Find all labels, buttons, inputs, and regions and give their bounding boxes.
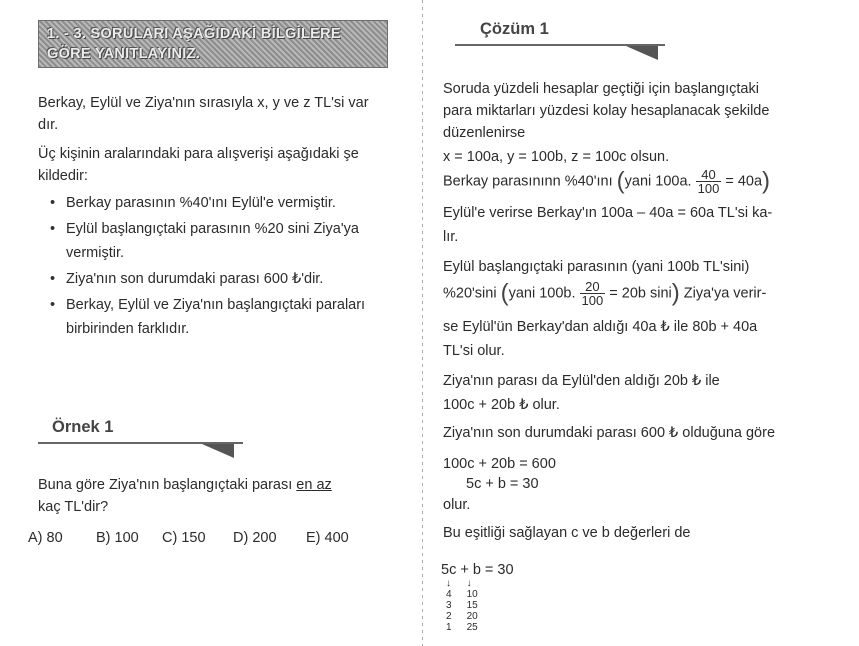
solution-title: Çözüm 1 [480,20,549,38]
table-cell-c: 1 [446,622,452,633]
table-cell-c: ↓ [446,578,451,589]
choice-b[interactable]: B) 100 [96,530,139,546]
equation-1: 100c + 20b = 600 [443,456,556,472]
choice-a[interactable]: A) 80 [28,530,63,546]
intro-line-2: dır. [38,117,59,133]
sol-olur: olur. [443,497,471,513]
sol-p3-line-3: se Eylül'ün Berkay'dan aldığı 40a ₺ ile 80b + 40a [443,319,758,335]
numerator: 20 [580,280,606,294]
intro-line-1: Berkay, Eylül ve Ziya'nın sırasıyla x, y ve z TL'si var [38,95,369,111]
example-title: Örnek 1 [52,418,114,436]
bullet-item: • Ziya'nın son durumdaki parası 600 ₺'dir. [50,267,400,291]
paren-close: ) [762,167,771,195]
question-line-2: kaç TL'dir? [38,499,109,515]
choice-c[interactable]: C) 150 [162,530,206,546]
sol-p2-text: Berkay parasınınn %40'ını [443,173,613,190]
question-line-1 [38,474,408,496]
question-text: Buna göre Ziya'nın başlangıçtaki parası [38,477,297,493]
table-cell-c: 4 [446,589,452,600]
equation-3: 5c + b = 30 [441,562,514,578]
table-row [443,589,490,600]
sol-p3-yani: yani 100b. [508,285,576,302]
choice-d[interactable]: D) 200 [233,530,277,546]
denominator: 100 [697,181,720,196]
solution-flag-icon [626,46,658,60]
example-flag-icon [202,444,234,458]
sol-p3-text: %20'sini [443,285,497,302]
sol-p1-line-1: Soruda yüzdeli hesaplar geçtiği için başlangıçtaki [443,81,759,97]
value-table [443,578,490,633]
numerator: 40 [696,168,722,182]
sol-p1-line-4: x = 100a, y = 100b, z = 100c olsun. [443,149,670,165]
table-cell-b: 10 [466,589,478,600]
bullet-item: • Eylül başlangıçtaki parasının %20 sini Ziya'ya vermiştir. [50,217,400,265]
info-bullet-list [50,191,400,341]
sol-p1-line-2: para miktarları yüzdesi kolay hesaplanacak şekilde [443,103,770,119]
intro-line-4: kildedir: [38,168,88,184]
table-cell-c: 3 [446,600,452,611]
table-row [443,622,490,633]
choice-e[interactable]: E) 400 [306,530,349,546]
sol-p6: Bu eşitliği sağlayan c ve b değerleri de [443,525,691,541]
table-row [443,611,490,622]
intro-line-3: Üç kişinin aralarındaki para alışverişi aşağıdaki şe [38,146,359,162]
sol-p2-yani: yani 100a. [624,173,692,190]
table-cell-b: 20 [466,611,478,622]
sol-p2-line-1 [443,168,835,195]
sol-p4-line-2: 100c + 20b ₺ olur. [443,397,560,413]
bullet-item: • Berkay parasının %40'ını Eylül'e vermiştir. [50,191,400,215]
table-cell-c: 2 [446,611,452,622]
paren-close: ) [671,279,680,307]
table-row [443,600,490,611]
sol-p2-line-2: Eylül'e verirse Berkay'ın 100a – 40a = 60a TL'si ka- [443,205,773,221]
sol-p1-line-3: düzenlenirse [443,125,526,141]
section-banner: 1. - 3. SORULARI AŞAĞIDAKİ BİLGİLERE GÖRE YANITLAYINIZ. [38,20,388,68]
denominator: 100 [581,293,604,308]
sol-p3-line-4: TL'si olur. [443,343,505,359]
paren-open: ( [500,279,509,307]
fraction-40-100 [696,168,722,195]
column-divider [422,0,423,646]
fraction-20-100 [580,280,606,307]
sol-p2-line-3: lır. [443,229,459,245]
sol-p2-result: = 40a [725,173,763,190]
sol-p4-line-1: Ziya'nın parası da Eylül'den aldığı 20b ₺ ile [443,373,720,389]
question-underlined: en az [296,477,332,493]
sol-p3-line-2 [443,280,835,307]
bullet-item: • Berkay, Eylül ve Ziya'nın başlangıçtaki paraları birbirinden farklıdır. [50,293,400,341]
equation-2: 5c + b = 30 [466,476,539,492]
sol-p5-line-1: Ziya'nın son durumdaki parası 600 ₺ olduğuna göre [443,425,776,441]
paren-open: ( [616,167,625,195]
table-cell-b: 15 [466,600,478,611]
sol-p3-line-1: Eylül başlangıçtaki parasının (yani 100b TL'sini) [443,259,750,275]
table-row [443,578,490,589]
table-cell-b: 25 [466,622,478,633]
sol-p3-text-2: Ziya'ya verir- [683,285,767,302]
table-cell-b: ↓ [466,578,472,589]
sol-p3-result: = 20b sini [609,285,672,302]
